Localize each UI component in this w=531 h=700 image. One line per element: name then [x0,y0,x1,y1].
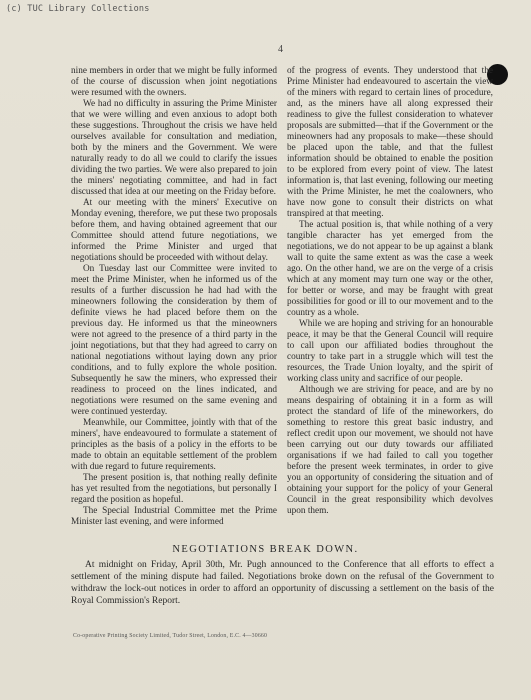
paragraph: Although we are striving for peace, and are by no means despairing of obtaining it in a form as will protect the standard of life of the mineworkers, do something to restore this great basic industry, and reflect credit upon our movement, we should not have been carrying out our duty towards our affiliated organisations if we had failed to call you together before the present week terminates, in order to give you an opportunity of considering the situation and of obtaining your support for the policy of your General Council in the great responsibility which devolves upon them. [287,385,493,516]
page-number: 4 [278,44,283,55]
paragraph: While we are hoping and striving for an honourable peace, it may be that the General Council will require to call upon our affiliated bodies throughout the country to take part in a struggle which will test the resources, the Trade Union loyalty, and the spirit of working class unity and sacrifice of our people. [287,319,493,384]
left-column [71,66,277,528]
paragraph: On Tuesday last our Committee were invited to meet the Prime Minister, when he informed us of the results of a further discussion he had had with the mineowners following the consideration by them of definite views he had placed before them on the previous day. He informed us that the mineowners were not agreed to the presence of a third party in the joint negotiations, but that they had agreed to carry on national negotiations without laying down any prior conditions, and to fully explore the whole position. Subsequently he saw the miners, who expressed their readiness to proceed on the lines indicated, and negotiations were resumed on the same evening and were continued yesterday. [71,264,277,417]
right-column [287,66,493,517]
paragraph: The actual position is, that while nothing of a very tangible character has yet emerged from the negotiations, we do not appear to be up against a blank wall to quite the same extent as was the case a week ago. On the other hand, we are on the verge of a crisis which at any moment may turn one way or the other, for better or worse, and may be fraught with great possibilities for good or ill to our movement and to the country as a whole. [287,220,493,318]
paragraph: of the progress of events. They understood that the Prime Minister had endeavoured to ascertain the view of the miners with regard to certain lines of procedure, and, as the miners have all along expressed their readiness to give the fullest consideration to whatever proposals are submitted—that if the Government or the mineowners had any proposals to make—these should be placed upon the table, and that the fullest information should be obtained to enable the position to be explored from every point of view. The latest information is, that last evening, following our meeting with the Prime Minister, he met the coalowners, who have now gone to consult their districts on what transpired at that meeting. [287,66,493,219]
section-body [71,559,494,607]
copyright-watermark: (c) TUC Library Collections [6,4,150,14]
paragraph: We had no difficulty in assuring the Prime Minister that we were willing and even anxious to adopt both these suggestions. Throughout the crisis we have held ourselves available for consultation and mediation, both by the miners and the Government. We were naturally ready to do all we could to clarify the issues dividing the two parties. We were also prepared to join the miners' negotiating committee, and had in fact discussed that idea at our meeting on the Friday before. [71,99,277,197]
paragraph: Meanwhile, our Committee, jointly with that of the miners', have endeavoured to formulate a statement of principles as the basis of a policy in the efforts to be made to obtain an equitable settlement of the problem with due regard to future requirements. [71,418,277,472]
section-heading: NEGOTIATIONS BREAK DOWN. [172,544,359,555]
paragraph: At our meeting with the miners' Executive on Monday evening, therefore, we put these two proposals before them, and having obtained agreement that our Committee should attend future negotiations, we informed the Prime Minister and urged that negotiations should be proceeded with without delay. [71,198,277,263]
paragraph: nine members in order that we might be fully informed of the course of discussion when joint negotiations were resumed with the owners. [71,66,277,98]
paragraph: The present position is, that nothing really definite has yet resulted from the negotiations, but personally I regard the position as hopeful. [71,473,277,505]
paragraph: The Special Industrial Committee met the Prime Minister last evening, and were informed [71,506,277,527]
paragraph: At midnight on Friday, April 30th, Mr. Pugh announced to the Conference that all efforts to effect a settlement of the mining dispute had failed. Negotiations broke down on the refusal of the Government to withdraw the lock-out notices in order to afford an opportunity of discussing a settlement on the basis of the Royal Commission's Report. [71,560,494,606]
printer-imprint: Co-operative Printing Society Limited, Tudor Street, London, E.C. 4—30660 [73,633,268,639]
